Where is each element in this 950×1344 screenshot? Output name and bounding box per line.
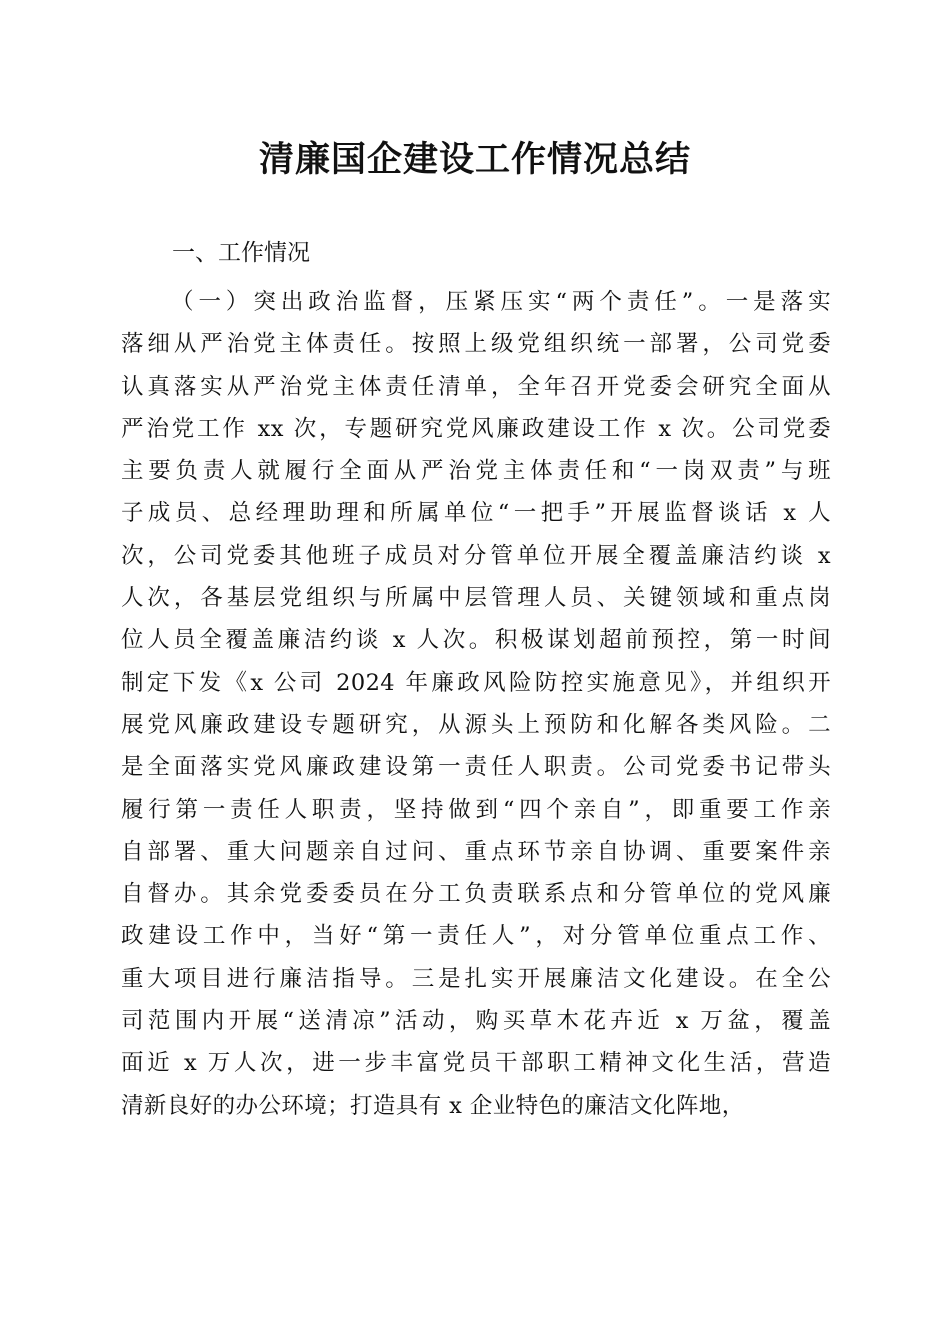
paragraph-line: 面近 x 万人次，进一步丰富党员干部职工精神文化生活，营造 — [121, 1050, 831, 1077]
paragraph-line: 严治党工作 xx 次，专题研究党风廉政建设工作 x 次。公司党委 — [121, 415, 831, 442]
section-heading: 一、工作情况 — [172, 240, 310, 266]
paragraph-line: 自督办。其余党委委员在分工负责联系点和分管单位的党风廉 — [121, 881, 831, 908]
paragraph-line: 清新良好的办公环境；打造具有 x 企业特色的廉洁文化阵地， — [121, 1092, 745, 1119]
paragraph-line: （一）突出政治监督，压紧压实“两个责任”。一是落实 — [171, 289, 831, 315]
paragraph-line: 认真落实从严治党主体责任清单，全年召开党委会研究全面从 — [121, 373, 831, 400]
paragraph-line: 履行第一责任人职责，坚持做到“四个亲自”，即重要工作亲 — [121, 796, 831, 823]
document-title: 清廉国企建设工作情况总结 — [258, 139, 691, 180]
paragraph-line: 制定下发《x 公司 2024 年廉政风险防控实施意见》，并组织开 — [121, 669, 831, 696]
paragraph-line: 次，公司党委其他班子成员对分管单位开展全覆盖廉洁约谈 x — [121, 542, 831, 569]
paragraph-line: 展党风廉政建设专题研究，从源头上预防和化解各类风险。二 — [121, 711, 831, 738]
paragraph-line: 人次，各基层党组织与所属中层管理人员、关键领域和重点岗 — [121, 585, 831, 612]
paragraph-line: 重大项目进行廉洁指导。三是扎实开展廉洁文化建设。在全公 — [121, 965, 831, 992]
paragraph-line: 落细从严治党主体责任。按照上级党组织统一部署，公司党委 — [121, 331, 831, 358]
body-text — [121, 281, 831, 1127]
paragraph-line: 政建设工作中，当好“第一责任人”，对分管单位重点工作、 — [121, 923, 831, 950]
paragraph-line: 司范围内开展“送清凉”活动，购买草木花卉近 x 万盆，覆盖 — [121, 1008, 831, 1035]
paragraph-line: 自部署、重大问题亲自过问、重点环节亲自协调、重要案件亲 — [121, 838, 831, 865]
paragraph-line: 主要负责人就履行全面从严治党主体责任和“一岗双责”与班 — [121, 458, 831, 485]
paragraph-line: 位人员全覆盖廉洁约谈 x 人次。积极谋划超前预控，第一时间 — [121, 627, 831, 654]
paragraph-line: 子成员、总经理助理和所属单位“一把手”开展监督谈话 x 人 — [121, 500, 831, 527]
paragraph-line: 是全面落实党风廉政建设第一责任人职责。公司党委书记带头 — [121, 754, 831, 781]
